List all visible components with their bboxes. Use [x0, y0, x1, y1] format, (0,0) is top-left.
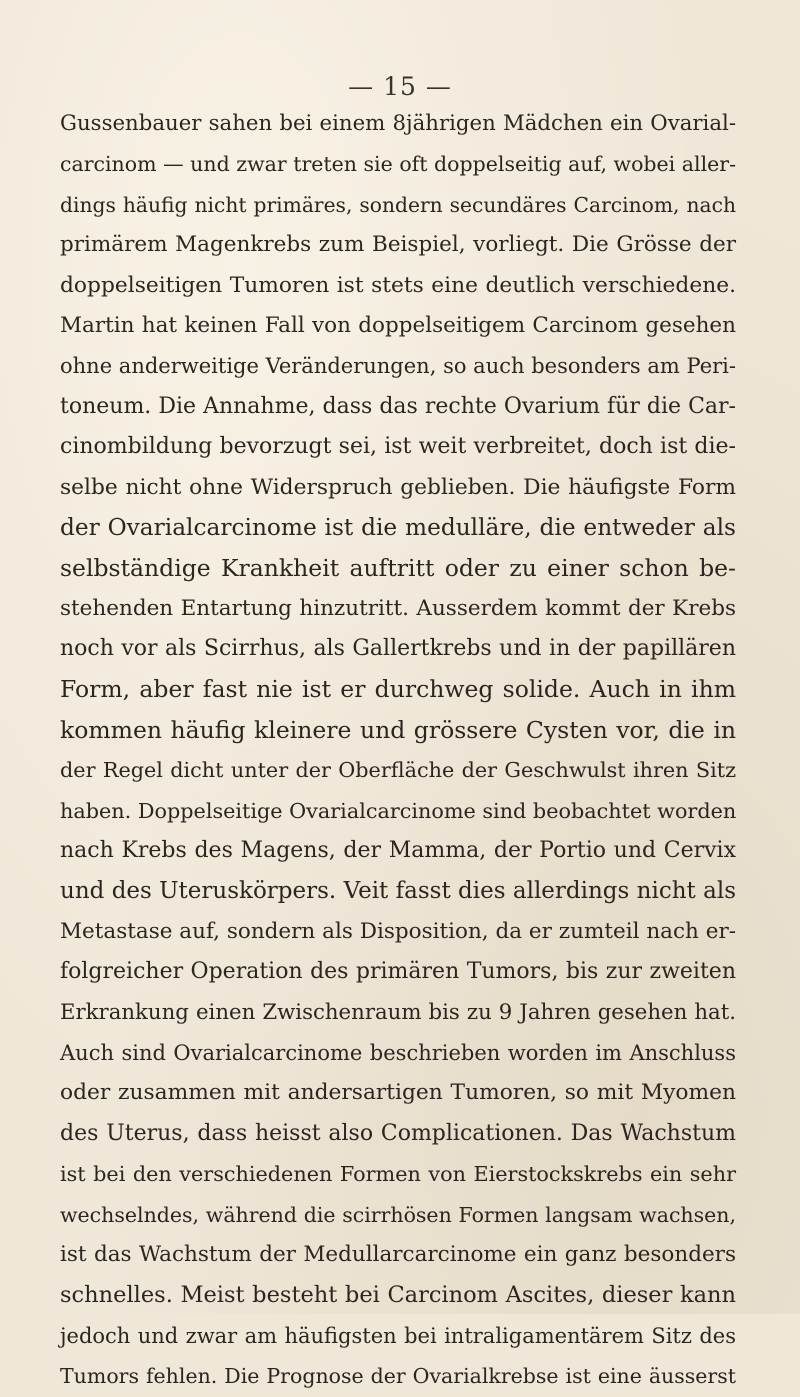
text-line: der Regel dicht unter der Oberfläche der Geschwulst ihren Sitz: [60, 758, 736, 783]
text-line: ist bei den verschiedenen Formen von Eierstockskrebs ein sehr: [60, 1162, 736, 1187]
text-line: Metastase auf, sondern als Disposition, da er zumteil nach er-: [60, 918, 736, 944]
text-line: kommen häufig kleinere und grössere Cysten vor, die in: [60, 715, 736, 744]
text-line: noch vor als Scirrhus, als Gallertkrebs und in der papillären: [60, 636, 736, 662]
text-line: der Ovarialcarcinome ist die medulläre, die entweder als: [60, 513, 736, 541]
text-line: doppelseitigen Tumoren ist stets eine deutlich verschiedene.: [60, 272, 736, 298]
text-line: selbständige Krankheit auftritt oder zu einer schon be-: [60, 554, 736, 583]
text-line: ist das Wachstum der Medullarcarcinome ein ganz besonders: [60, 1241, 736, 1267]
text-line: cinombildung bevorzugt sei, ist weit verbreitet, doch ist die-: [60, 434, 736, 460]
text-line: carcinom — und zwar treten sie oft doppelseitig auf, wobei aller-: [60, 152, 736, 177]
text-line: wechselndes, während die scirrhösen Formen langsam wachsen,: [60, 1202, 736, 1227]
text-line: stehenden Entartung hinzutritt. Ausserdem kommt der Krebs: [60, 595, 736, 621]
text-line: oder zusammen mit andersartigen Tumoren, so mit Myomen: [60, 1080, 736, 1106]
text-line: selbe nicht ohne Widerspruch geblieben. Die häufigste Form: [60, 474, 736, 500]
text-line: folgreicher Operation des primären Tumors, bis zur zweiten: [60, 959, 736, 985]
body-text: [60, 104, 736, 1397]
text-line: ohne anderweitige Veränderungen, so auch besonders am Peri-: [60, 354, 736, 379]
text-line: Erkrankung einen Zwischenraum bis zu 9 Jahren gesehen hat.: [60, 999, 736, 1025]
text-line: und des Uteruskörpers. Veit fasst dies allerdings nicht als: [60, 878, 736, 905]
text-line: Form, aber fast nie ist er durchweg solide. Auch in ihm: [60, 675, 736, 704]
text-line: nach Krebs des Magens, der Mamma, der Portio und Cervix: [60, 838, 736, 864]
text-line: jedoch und zwar am häufigsten bei intraligamentärem Sitz des: [60, 1323, 736, 1348]
text-line: Auch sind Ovarialcarcinome beschrieben worden im Anschluss: [60, 1040, 736, 1065]
text-line: des Uterus, dass heisst also Complicationen. Das Wachstum: [60, 1120, 736, 1146]
text-line: schnelles. Meist besteht bei Carcinom Ascites, dieser kann: [60, 1282, 736, 1309]
text-line: primärem Magenkrebs zum Beispiel, vorliegt. Die Grösse der: [60, 232, 736, 258]
text-line: Gussenbauer sahen bei einem 8jährigen Mädchen ein Ovarial-: [60, 111, 736, 136]
text-line: Tumors fehlen. Die Prognose der Ovarialkrebse ist eine äusserst: [60, 1364, 736, 1389]
text-line: Martin hat keinen Fall von doppelseitigem Carcinom gesehen: [60, 312, 736, 338]
text-line: dings häufig nicht primäres, sondern secundäres Carcinom, nach: [60, 192, 736, 217]
text-line: toneum. Die Annahme, dass das rechte Ovarium für die Car-: [60, 393, 736, 419]
text-line: haben. Doppelseitige Ovarialcarcinome sind beobachtet worden: [60, 798, 737, 823]
page-number: — 15 —: [348, 72, 452, 101]
